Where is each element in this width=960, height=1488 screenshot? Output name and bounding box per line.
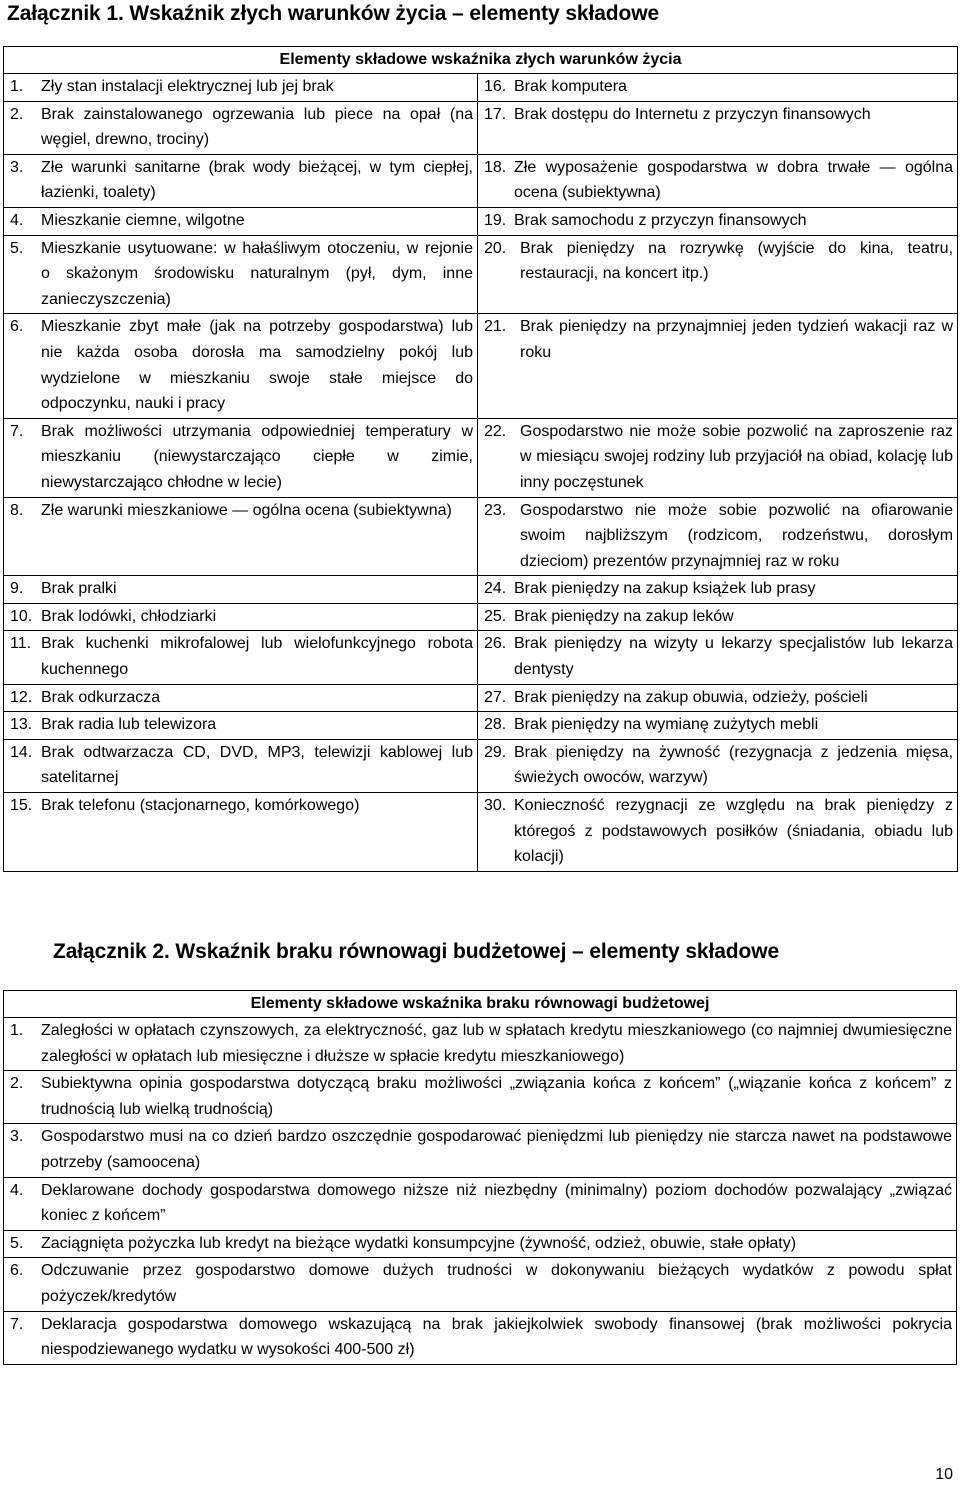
list-item — [484, 685, 953, 711]
item-text: Brak dostępu do Internetu z przyczyn finansowych — [514, 105, 871, 123]
table-row — [4, 235, 958, 314]
list-item — [10, 498, 473, 524]
right-cell — [478, 235, 958, 314]
list-item — [484, 712, 953, 738]
item-number: 5. — [10, 239, 24, 257]
item-text: Zły stan instalacji elektrycznej lub jej brak — [41, 78, 334, 95]
left-cell — [4, 739, 478, 792]
item-number: 19. — [484, 211, 507, 229]
right-cell — [478, 684, 958, 712]
item-number: 8. — [10, 501, 24, 519]
left-cell — [4, 314, 478, 418]
item-number: 16. — [484, 78, 507, 95]
list-item — [484, 419, 953, 496]
right-cell — [478, 418, 958, 497]
item-text: Brak lodówki, chłodziarki — [41, 607, 217, 625]
item-text: Brak telefonu (stacjonarnego, komórkowego) — [41, 797, 360, 815]
list-item — [10, 1124, 952, 1175]
item-text: Mieszkanie usytuowane: w hałaśliwym otoczeniu, w rejonie o skażonym środowisku naturalnym (pył, dym, inne zanieczyszczenia) — [41, 239, 473, 308]
item-text: Zaciągnięta pożyczka lub kredyt na bieżące wydatki konsumpcyjne (żywność, odzież, obuwie, stałe opłaty) — [41, 1234, 797, 1252]
item-number: 6. — [10, 318, 24, 336]
list-item — [484, 236, 953, 287]
list-item — [10, 236, 473, 313]
row-cell — [4, 1230, 957, 1258]
list-item — [484, 793, 953, 870]
left-cell — [4, 497, 478, 576]
table-row — [4, 74, 958, 102]
list-item — [484, 576, 953, 602]
item-number: 1. — [10, 78, 24, 95]
item-text: Brak możliwości utrzymania odpowiedniej temperatury w mieszkaniu (niewystarczająco ciepłe w zimie, niewystarczająco chłodne w lecie) — [41, 422, 473, 491]
item-text: Brak kuchenki mikrofalowej lub wielofunkcyjnego robota kuchennego — [41, 635, 473, 679]
table-row — [4, 497, 958, 576]
item-number: 9. — [10, 580, 24, 598]
list-item — [10, 102, 473, 153]
left-cell — [4, 793, 478, 872]
list-item — [484, 314, 953, 365]
left-cell — [4, 101, 478, 154]
left-cell — [4, 207, 478, 235]
item-text: Złe warunki sanitarne (brak wody bieżącej, w tym ciepłej, łazienki, toalety) — [41, 158, 473, 202]
item-text: Brak komputera — [514, 78, 627, 95]
right-cell — [478, 576, 958, 604]
table-header-row — [4, 991, 957, 1018]
table-row — [4, 712, 958, 740]
table-row — [4, 1258, 957, 1311]
annex2-table — [3, 990, 957, 1365]
item-number: 6. — [10, 1262, 24, 1280]
left-cell — [4, 418, 478, 497]
list-item — [10, 1018, 952, 1069]
right-cell — [478, 793, 958, 872]
list-item — [484, 740, 953, 791]
item-text: Brak pieniędzy na żywność (rezygnacja z jedzenia mięsa, świeżych owoców, warzyw) — [514, 743, 954, 787]
item-number: 1. — [10, 1022, 24, 1039]
left-cell — [4, 154, 478, 207]
item-number: 27. — [484, 688, 507, 706]
left-cell — [4, 74, 478, 102]
item-number: 22. — [484, 422, 507, 440]
row-cell — [4, 1311, 957, 1364]
list-item — [10, 74, 473, 100]
item-number: 11. — [10, 635, 32, 653]
item-number: 3. — [10, 158, 24, 176]
item-text: Mieszkanie ciemne, wilgotne — [41, 211, 245, 229]
list-item — [10, 631, 473, 682]
table-row — [4, 631, 958, 684]
list-item — [10, 419, 473, 496]
item-number: 17. — [484, 105, 507, 123]
item-number: 23. — [484, 501, 507, 519]
table-header-row — [4, 47, 958, 74]
item-text: Brak pieniędzy na zakup obuwia, odzieży, pościeli — [514, 688, 868, 706]
item-number: 14. — [10, 743, 33, 761]
item-text: Deklarowane dochody gospodarstwa domowego niższe niż niezbędny (minimalny) poziom dochodów pozwalający „związać koniec z końcem” — [41, 1181, 952, 1225]
list-item — [484, 498, 953, 575]
left-cell — [4, 712, 478, 740]
item-text: Gospodarstwo nie może sobie pozwolić na ofiarowanie swoim najbliższym (rodzicom, rodzeństwu, dorosłym dzieciom) prezentów przynajmniej raz w roku — [520, 501, 954, 570]
item-number: 2. — [10, 105, 24, 123]
item-number: 21. — [484, 318, 507, 336]
item-number: 18. — [484, 158, 507, 176]
row-cell — [4, 1124, 957, 1177]
list-item — [10, 685, 473, 711]
table-row — [4, 684, 958, 712]
annex2-title: Załącznik 2. Wskaźnik braku równowagi budżetowej – elementy składowe — [53, 940, 780, 963]
right-cell — [478, 712, 958, 740]
item-number: 10. — [10, 607, 33, 625]
item-text: Deklaracja gospodarstwa domowego wskazującą na brak jakiejkolwiek swobody finansowej (brak możliwości pokrycia niespodziewanego wydatku w wysokości 400-500 zł) — [41, 1315, 952, 1359]
list-item — [10, 208, 473, 234]
list-item — [10, 314, 473, 416]
list-item — [10, 793, 473, 819]
item-text: Brak odkurzacza — [41, 688, 161, 706]
left-cell — [4, 235, 478, 314]
right-cell — [478, 207, 958, 235]
item-text: Złe wyposażenie gospodarstwa w dobra trwałe — ogólna ocena (subiektywna) — [514, 158, 954, 202]
right-cell — [478, 497, 958, 576]
item-text: Konieczność rezygnacji ze względu na brak pieniędzy z któregoś z podstawowych posiłków (śniadania, obiadu lub kolacji) — [514, 797, 954, 866]
list-item — [10, 712, 473, 738]
annex2-table-header: Elementy składowe wskaźnika braku równowagi budżetowej — [4, 991, 957, 1018]
list-item — [484, 102, 953, 128]
item-text: Brak pieniędzy na wymianę zużytych mebli — [514, 716, 819, 734]
item-text: Brak pieniędzy na wizyty u lekarzy specjalistów lub lekarza dentysty — [514, 635, 954, 679]
table-row — [4, 418, 958, 497]
item-text: Brak pieniędzy na przynajmniej jeden tydzień wakacji raz w roku — [520, 318, 954, 361]
table-row — [4, 1124, 957, 1177]
annex1-title: Załącznik 1. Wskaźnik złych warunków życia – elementy składowe — [7, 2, 660, 25]
right-cell — [478, 74, 958, 102]
item-number: 4. — [10, 211, 24, 229]
table-row — [4, 793, 958, 872]
table-row — [4, 603, 958, 631]
list-item — [484, 74, 953, 100]
row-cell — [4, 1258, 957, 1311]
table-row — [4, 154, 958, 207]
item-number: 24. — [484, 580, 507, 598]
item-text: Zaległości w opłatach czynszowych, za elektryczność, gaz lub w spłatach kredytu mieszkaniowego (co najmniej dwumiesięczne zaległości w opłatach lub miesięczne i dłuższe w spłacie kredytu mieszkaniowego) — [41, 1022, 952, 1065]
item-text: Mieszkanie zbyt małe (jak na potrzeby gospodarstwa) lub nie każda osoba dorosła ma samodzielny pokój lub wydzielone w mieszkaniu swoje stałe miejsce do odpoczynku, nauki i pracy — [41, 318, 473, 413]
annex1-table-header: Elementy składowe wskaźnika złych warunków życia — [4, 47, 958, 74]
table-row — [4, 739, 958, 792]
item-text: Brak pieniędzy na zakup leków — [514, 607, 734, 625]
list-item — [10, 1231, 952, 1257]
item-number: 15. — [10, 797, 33, 815]
right-cell — [478, 101, 958, 154]
row-cell — [4, 1177, 957, 1230]
item-text: Gospodarstwo musi na co dzień bardzo oszczędnie gospodarować pieniędzmi lub pieniędzy nie starcza nawet na podstawowe potrzeby (samoocena) — [41, 1128, 952, 1171]
right-cell — [478, 631, 958, 684]
list-item — [484, 155, 953, 206]
item-text: Brak pieniędzy na rozrywkę (wyjście do kina, teatru, restauracji, na koncert itp.) — [520, 239, 954, 283]
item-text: Gospodarstwo nie może sobie pozwolić na zaproszenie raz w miesiącu swojej rodziny lub przyjaciół na obiad, kolację lub inny poczęstunek — [520, 422, 954, 491]
right-cell — [478, 154, 958, 207]
table-row — [4, 1071, 957, 1124]
table-row — [4, 1177, 957, 1230]
item-text: Brak radia lub telewizora — [41, 716, 217, 734]
list-item — [484, 604, 953, 630]
item-number: 20. — [484, 239, 507, 257]
list-item — [10, 1312, 952, 1363]
list-item — [10, 604, 473, 630]
left-cell — [4, 603, 478, 631]
right-cell — [478, 314, 958, 418]
page-number: 10 — [935, 1466, 953, 1483]
item-number: 26. — [484, 635, 507, 653]
item-number: 30. — [484, 797, 507, 815]
list-item — [10, 1071, 952, 1122]
right-cell — [478, 603, 958, 631]
item-number: 3. — [10, 1128, 24, 1146]
item-text: Subiektywna opinia gospodarstwa dotyczącą braku możliwości „związania końca z końcem” („wiązanie końca z końcem” z trudnością lub wielką trudnością) — [41, 1075, 952, 1118]
list-item — [10, 1258, 952, 1309]
left-cell — [4, 576, 478, 604]
annex1-table — [3, 46, 958, 872]
item-number: 25. — [484, 607, 507, 625]
list-item — [484, 631, 953, 682]
item-text: Brak samochodu z przyczyn finansowych — [514, 211, 807, 229]
row-cell — [4, 1018, 957, 1071]
row-cell — [4, 1071, 957, 1124]
item-number: 13. — [10, 716, 33, 734]
item-number: 7. — [10, 1315, 24, 1333]
item-text: Złe warunki mieszkaniowe — ogólna ocena (subiektywna) — [41, 501, 452, 519]
list-item — [484, 208, 953, 234]
list-item — [10, 576, 473, 602]
table-row — [4, 314, 958, 418]
item-text: Brak pralki — [41, 580, 117, 598]
list-item — [10, 740, 473, 791]
item-text: Brak pieniędzy na zakup książek lub prasy — [514, 580, 816, 598]
table-row — [4, 1230, 957, 1258]
item-number: 7. — [10, 422, 24, 440]
table-row — [4, 1018, 957, 1071]
item-text: Brak zainstalowanego ogrzewania lub piece na opał (na węgiel, drewno, trociny) — [41, 105, 473, 149]
list-item — [10, 1178, 952, 1229]
left-cell — [4, 684, 478, 712]
item-number: 2. — [10, 1075, 24, 1093]
right-cell — [478, 739, 958, 792]
item-number: 4. — [10, 1181, 24, 1199]
item-number: 29. — [484, 743, 507, 761]
table-row — [4, 101, 958, 154]
item-number: 12. — [10, 688, 33, 706]
table-row — [4, 207, 958, 235]
item-number: 28. — [484, 716, 507, 734]
item-number: 5. — [10, 1234, 24, 1252]
item-text: Odczuwanie przez gospodarstwo domowe dużych trudności w dokonywaniu bieżących wydatków z powodu spłat pożyczek/kredytów — [41, 1262, 952, 1305]
table-row — [4, 576, 958, 604]
table-row — [4, 1311, 957, 1364]
list-item — [10, 155, 473, 206]
item-text: Brak odtwarzacza CD, DVD, MP3, telewizji kablowej lub satelitarnej — [41, 743, 473, 787]
left-cell — [4, 631, 478, 684]
